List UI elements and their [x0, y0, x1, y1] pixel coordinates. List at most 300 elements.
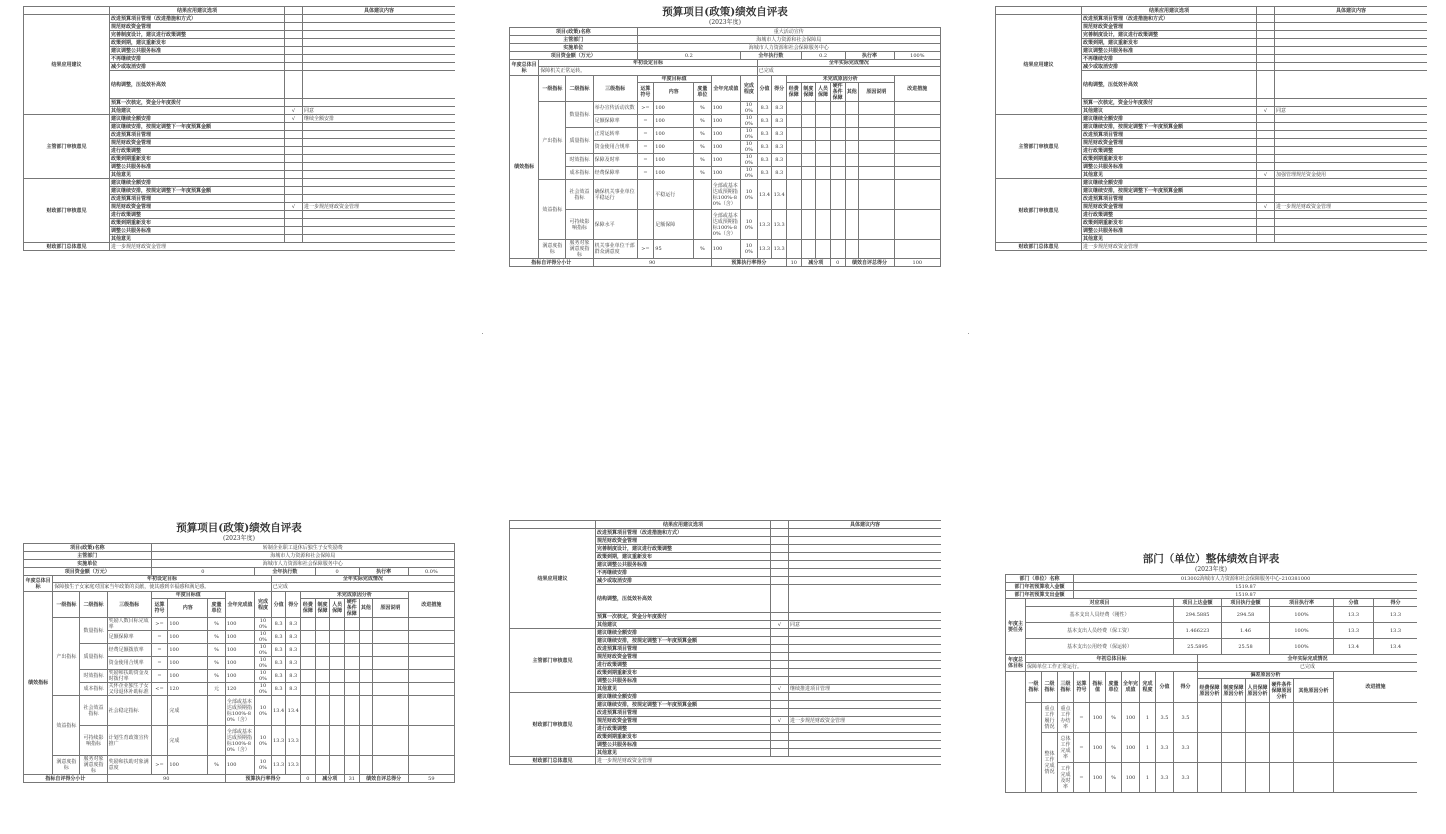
- option-text: 不再继续安排: [110, 55, 285, 63]
- suggestion-content: [1275, 39, 1428, 47]
- h-l1: 一级指标: [1026, 672, 1042, 703]
- perf-degree: 100%: [741, 180, 758, 210]
- option-text: 政策到期重新发布: [596, 733, 771, 741]
- perf-lvl1: 产出指标: [53, 618, 80, 696]
- project-eval-table: [509, 27, 941, 267]
- perf-blank: [894, 240, 940, 259]
- perf-blank: [1270, 733, 1294, 763]
- check-mark: [1257, 131, 1275, 139]
- perf-degree: 100%: [255, 683, 272, 696]
- perf-got: 8.3: [286, 670, 301, 683]
- label-deduction: 减分项: [801, 259, 830, 267]
- check-mark: [285, 147, 303, 155]
- label-fund: 项目资金额（万元）: [510, 52, 638, 60]
- group-label: 财政部门审核意见: [24, 179, 110, 243]
- h-op: 运算符号: [151, 599, 168, 618]
- dept-eval-form-page: [1005, 553, 1417, 793]
- check-mark: [285, 47, 303, 55]
- perf-lvl3: 经费足额拨放率: [107, 644, 151, 657]
- perf-unit: [208, 696, 226, 726]
- perf-blank: [830, 210, 845, 240]
- perf-blank: [787, 115, 802, 128]
- suggestion-content: [789, 669, 942, 677]
- perf-unit: %: [1106, 703, 1122, 733]
- check-mark: [771, 661, 789, 669]
- option-text: 改进预算项目管理（改进措施和方式）: [1082, 15, 1257, 23]
- dept-name: 海城市人力资源和社会保障局: [637, 36, 940, 44]
- perf-unit: [694, 210, 712, 240]
- option-text: 建议继续安排，按规定调整下一年度预算金额: [110, 187, 285, 195]
- label-full-exec: 全年执行数: [255, 568, 316, 576]
- mark-header: [1257, 7, 1275, 15]
- perf-done: 100: [225, 618, 254, 631]
- perf-degree: 100%: [255, 726, 272, 756]
- task-score: 13.3: [1334, 607, 1374, 623]
- task-score: 13.3: [1334, 623, 1374, 639]
- perf-blank: [787, 141, 802, 154]
- perf-lvl2: 社会效益指标: [80, 696, 107, 726]
- form-title: 预算项目(政策)绩效自评表: [662, 6, 788, 18]
- perf-blank: [373, 618, 409, 631]
- suggestion-content: [1275, 115, 1428, 123]
- check-mark: [285, 211, 303, 219]
- perf-lvl3: 保障及时率: [593, 154, 637, 167]
- suggestion-content: [303, 139, 456, 147]
- mark-header: [771, 521, 789, 529]
- suggestion-content: [789, 725, 942, 733]
- perf-l1-blank: [1026, 703, 1042, 793]
- suggestion-content: [1275, 23, 1428, 31]
- perf-blank: [845, 180, 859, 210]
- check-mark: [1257, 23, 1275, 31]
- perf-lvl3: 奖励和扶助资金及时拨付率: [107, 670, 151, 683]
- perf-blank: [830, 154, 845, 167]
- h-lvl2: 二级指标: [566, 76, 593, 102]
- suggestion-content: [1275, 227, 1428, 235]
- perf-score: 8.3: [271, 670, 286, 683]
- option-text: 建议调整公共服务标准: [110, 47, 285, 55]
- option-text: 政策到期重新发布: [1082, 155, 1257, 163]
- perf-blank: [315, 644, 330, 657]
- total-score: 100: [894, 259, 940, 267]
- perf-l3: 工作完成及时率: [1058, 763, 1074, 793]
- label-plan: 年初设定目标: [53, 576, 272, 583]
- check-mark: √: [771, 621, 789, 629]
- perf-degree: 100%: [255, 644, 272, 657]
- check-mark: [285, 63, 303, 71]
- actual-text: 已完成: [1198, 663, 1417, 672]
- perf-blank: [330, 657, 345, 670]
- perf-blank: [344, 657, 359, 670]
- h-degree: 完成程度: [255, 592, 272, 618]
- h-score: 分值: [1334, 599, 1374, 607]
- check-mark: [771, 537, 789, 545]
- suggestion-content: [789, 629, 942, 637]
- h-r1: 经费保障: [301, 599, 316, 618]
- suggestion-content: 同意: [1275, 107, 1428, 115]
- option-text: 改进预算项目管理（改进措施和方式）: [110, 15, 285, 23]
- suggestion-content: [1275, 147, 1428, 155]
- suggestion-content: [1275, 71, 1428, 99]
- check-mark: [1257, 115, 1275, 123]
- deduction: 31: [344, 775, 359, 783]
- option-text: 预算一次核定，资金分年度拨付: [1082, 99, 1257, 107]
- task-got: 13.4: [1374, 639, 1417, 655]
- perf-score: 8.3: [757, 128, 772, 141]
- option-text: 改进预算项目管理: [596, 645, 771, 653]
- suggestion-content: [789, 645, 942, 653]
- plan-text: 保障单位工作正常运行。: [1026, 663, 1198, 672]
- option-text: 规范财政资金管理: [110, 23, 285, 31]
- option-text: 调整公共服务标准: [110, 163, 285, 171]
- perf-unit: %: [694, 128, 712, 141]
- perf-blank: [830, 180, 845, 210]
- check-mark: [285, 23, 303, 31]
- perf-lvl3: 正常运转率: [593, 128, 637, 141]
- perf-done: 120: [225, 683, 254, 696]
- perf-blank: [344, 618, 359, 631]
- perf-blank: [859, 141, 895, 154]
- option-text: 建议继续安排，按规定调整下一年度预算金额: [110, 123, 285, 131]
- h-op: 运算符号: [637, 83, 654, 102]
- h-reason: 偏差原因分析: [1198, 672, 1334, 679]
- option-text: 其他意见: [1082, 171, 1257, 179]
- option-text: 规范财政资金管理: [1082, 203, 1257, 211]
- label-annual-goal: 年度总体目标: [510, 60, 539, 76]
- perf-blank: [373, 670, 409, 683]
- suggestion-content: 继续全额安排: [303, 115, 456, 123]
- perf-blank: [830, 128, 845, 141]
- h-done: 全年完成值: [1122, 672, 1140, 703]
- perf-blank: [816, 102, 831, 115]
- perf-score: 8.3: [271, 618, 286, 631]
- perf-blank: [801, 102, 816, 115]
- option-text: 不再继续安排: [1082, 55, 1257, 63]
- perf-content: 100: [654, 141, 694, 154]
- suggestion-content: [1275, 47, 1428, 55]
- task-exec: 25.58: [1222, 639, 1270, 655]
- check-mark: [285, 235, 303, 243]
- suggestion-content: [789, 741, 942, 749]
- option-text: 建议继续安排，按规定调整下一年度预算金额: [1082, 187, 1257, 195]
- perf-unit: %: [694, 167, 712, 180]
- perf-blank: [1222, 733, 1246, 763]
- suggestion-content: [303, 171, 456, 179]
- perf-blank: [330, 696, 345, 726]
- result-form-page-2: [995, 6, 1427, 251]
- perf-got: 8.3: [772, 128, 787, 141]
- perf-blank: [894, 154, 940, 167]
- h-lvl1: 一级指标: [539, 76, 566, 102]
- check-mark: [771, 553, 789, 561]
- perf-blank: [330, 670, 345, 683]
- perf-blank: [330, 618, 345, 631]
- result-suggestion-table: [995, 6, 1427, 251]
- suggestion-content: [1275, 179, 1428, 187]
- check-mark: [1257, 195, 1275, 203]
- perf-op: =: [637, 167, 654, 180]
- unit-name: 海城市人力资源和社会保障服务中心: [151, 560, 454, 568]
- perf-op: [637, 210, 654, 240]
- h-target: 年度目标值: [151, 592, 225, 599]
- group-label: 主管部门审核意见: [24, 115, 110, 179]
- label-income: 部门年初预算收入金额: [1006, 583, 1074, 591]
- check-mark: [285, 123, 303, 131]
- final-label: 财政部门总体意见: [996, 243, 1082, 251]
- perf-done: 100: [711, 102, 740, 115]
- check-mark: [1257, 147, 1275, 155]
- suggestion-content: 同意: [303, 107, 456, 115]
- check-mark: [771, 637, 789, 645]
- option-text: 减少或取消安排: [110, 63, 285, 71]
- perf-lvl3: 关怀企业独生子女父母退休补助标准: [107, 683, 151, 696]
- suggestion-content: [303, 195, 456, 203]
- option-text: 建议继续全额安排: [110, 115, 285, 123]
- check-mark: [1257, 55, 1275, 63]
- h-r3: 人员保障原因分析: [1246, 679, 1270, 703]
- perf-degree: 100%: [741, 210, 758, 240]
- perf-op: [637, 180, 654, 210]
- perf-lvl3: 经费保障率: [593, 167, 637, 180]
- suggestion-content: [303, 47, 456, 55]
- perf-op: =: [1074, 733, 1090, 763]
- perf-blank: [859, 180, 895, 210]
- perf-lvl2: 成本指标: [80, 683, 107, 696]
- h-got: 得分: [772, 76, 787, 102]
- perf-lvl3: 举办宣传活动次数: [593, 102, 637, 115]
- option-text: 结构调整，压低效补高效: [1082, 71, 1257, 99]
- perf-blank: [408, 683, 454, 696]
- perf-improve-blank: [1334, 703, 1417, 733]
- perf-blank: [373, 726, 409, 756]
- perf-done: 100: [711, 240, 740, 259]
- perf-blank: [408, 644, 454, 657]
- suggestion-content: [789, 733, 942, 741]
- perf-done: 100: [1122, 733, 1140, 763]
- option-text: 建议继续全额安排: [110, 179, 285, 187]
- page-separator-dot: [968, 333, 969, 334]
- perf-blank: [787, 128, 802, 141]
- perf-blank: [301, 696, 316, 726]
- option-text: 政策到期，建议重新发布: [1082, 39, 1257, 47]
- perf-blank: [894, 102, 940, 115]
- option-text: 改进预算项目管理: [1082, 195, 1257, 203]
- option-text: 完善制度设计，建议进行政策调整: [1082, 31, 1257, 39]
- perf-lvl2: 服务对象满意度指标: [80, 756, 107, 775]
- check-mark: [771, 749, 789, 757]
- option-text: 规范财政资金管理: [110, 203, 285, 211]
- perf-blank: [344, 756, 359, 775]
- check-mark: [1257, 47, 1275, 55]
- self-score: 90: [107, 775, 225, 783]
- suggestion-content: [789, 701, 942, 709]
- dept-name: 013002海城市人力资源和社会保障服务中心-210381000: [1074, 575, 1417, 583]
- h-r5: 其他原因分析: [1294, 679, 1334, 703]
- perf-got: 8.3: [286, 618, 301, 631]
- check-mark: [1257, 123, 1275, 131]
- perf-content: 100: [168, 670, 208, 683]
- exec-score: 0: [301, 775, 316, 783]
- perf-blank: [830, 141, 845, 154]
- check-mark: [285, 187, 303, 195]
- suggestion-content: [303, 99, 456, 107]
- label-self-score: 指标自评得分小计: [24, 775, 108, 783]
- h-proj: 对应项目: [1026, 599, 1174, 607]
- suggestion-content: [789, 529, 942, 537]
- perf-got: 13.3: [772, 210, 787, 240]
- h-degree: 完成程度: [741, 76, 758, 102]
- perf-content: 100: [654, 102, 694, 115]
- perf-l2: 重点工作履行情况: [1042, 703, 1058, 733]
- perf-degree: 100%: [255, 657, 272, 670]
- perf-unit: %: [694, 141, 712, 154]
- perf-unit: %: [208, 644, 226, 657]
- check-mark: [771, 741, 789, 749]
- group-label: 主管部门审核意见: [996, 115, 1082, 179]
- perf-unit: [208, 726, 226, 756]
- perf-blank: [816, 141, 831, 154]
- option-text: 进行政策调整: [110, 147, 285, 155]
- perf-got: 3.3: [1174, 733, 1198, 763]
- perf-blank: [859, 102, 895, 115]
- perf-degree: 100%: [741, 167, 758, 180]
- suggestion-content: [303, 55, 456, 63]
- perf-got: 8.3: [772, 115, 787, 128]
- perf-blank: [359, 726, 373, 756]
- perf-lvl2: 成本指标: [566, 167, 593, 180]
- option-text: 进行政策调整: [1082, 147, 1257, 155]
- empty-header-cell: [24, 7, 110, 15]
- perf-val: 100: [1090, 703, 1106, 733]
- check-mark: √: [1257, 203, 1275, 211]
- fund-value: 0: [151, 568, 254, 576]
- perf-op: [151, 696, 168, 726]
- option-text: 政策到期，建议重新发布: [110, 39, 285, 47]
- perf-blank: [859, 128, 895, 141]
- perf-content: 平稳运行: [654, 180, 694, 210]
- option-text: 建议调整公共服务标准: [596, 561, 771, 569]
- option-text: 规范财政资金管理: [110, 139, 285, 147]
- perf-op: >=: [637, 102, 654, 115]
- deduction: 0: [830, 259, 845, 267]
- perf-lvl2: 可持续影响指标: [80, 726, 107, 756]
- perf-unit: %: [694, 115, 712, 128]
- perf-content: 100: [654, 115, 694, 128]
- perf-blank: [1246, 763, 1270, 793]
- label-project-name: 项目(政策)名称: [24, 544, 152, 552]
- h-r5: 其他: [359, 599, 373, 618]
- task-budget: 25.5895: [1174, 639, 1222, 655]
- option-text: 进行政策调整: [596, 661, 771, 669]
- perf-label: 绩效指标: [510, 76, 539, 259]
- perf-lvl3: 确保机关事业单位平稳运行: [593, 180, 637, 210]
- perf-blank: [359, 618, 373, 631]
- perf-lvl2: 服务对象满意度指标: [566, 240, 593, 259]
- perf-content: 100: [168, 618, 208, 631]
- perf-degree: 100%: [255, 631, 272, 644]
- perf-blank: [1246, 733, 1270, 763]
- suggestion-content: [789, 561, 942, 569]
- perf-op: =: [637, 128, 654, 141]
- h-got: 得分: [1174, 672, 1198, 703]
- check-mark: [771, 629, 789, 637]
- option-text: 其他意见: [596, 685, 771, 693]
- h-score: 分值: [271, 592, 286, 618]
- suggestion-content: [1275, 163, 1428, 171]
- perf-op: >=: [637, 240, 654, 259]
- option-text: 进行政策调整: [1082, 211, 1257, 219]
- perf-blank: [330, 726, 345, 756]
- suggestion-content: 进一步规范财政资金管理: [789, 717, 942, 725]
- suggestion-content: [789, 613, 942, 621]
- perf-score: 13.3: [271, 756, 286, 775]
- perf-lvl2: 质量指标: [566, 128, 593, 154]
- label-total-score: 绩效自评总得分: [359, 775, 408, 783]
- option-text: 其他意见: [1082, 235, 1257, 243]
- h-score: 分值: [1156, 672, 1174, 703]
- perf-blank: [301, 683, 316, 696]
- check-mark: [1257, 163, 1275, 171]
- option-text: 建议继续全额安排: [1082, 179, 1257, 187]
- label-actual: 全年实际完成情况: [757, 60, 940, 67]
- option-text: 规范财政资金管理: [1082, 139, 1257, 147]
- task-exec: 1.46: [1222, 623, 1270, 639]
- plan-text: 保障独生子女家庭对国家当年政策的贡献，使其感到幸福感和满足感。: [53, 583, 272, 592]
- label-project-name: 项目(政策)名称: [510, 28, 638, 36]
- perf-blank: [894, 210, 940, 240]
- perf-blank: [301, 618, 316, 631]
- label-exec-rate: 执行率: [845, 52, 894, 60]
- check-mark: [771, 561, 789, 569]
- option-text: 政策到期重新发布: [1082, 219, 1257, 227]
- dept-form-title: 部门（单位）整体绩效自评表: [1142, 553, 1280, 565]
- suggestion-content: [789, 553, 942, 561]
- suggestion-content: [1275, 195, 1428, 203]
- option-text: 政策到期重新发布: [596, 669, 771, 677]
- option-text: 调整公共服务标准: [1082, 163, 1257, 171]
- perf-degree: 100%: [255, 696, 272, 726]
- perf-op: =: [151, 644, 168, 657]
- unit-name: 海城市人力资源和社会保障服务中心: [637, 44, 940, 52]
- perf-content: 100: [168, 644, 208, 657]
- perf-blank: [1246, 703, 1270, 733]
- perf-blank: [315, 618, 330, 631]
- form-title: 预算项目(政策)绩效自评表: [176, 522, 302, 534]
- perf-blank: [373, 657, 409, 670]
- label-actual: 全年实际完成情况: [271, 576, 454, 583]
- mark-header: [285, 7, 303, 15]
- perf-unit: %: [208, 670, 226, 683]
- perf-blank: [1294, 763, 1334, 793]
- check-mark: [771, 701, 789, 709]
- option-text: 完善制度设计，建议进行政策调整: [110, 31, 285, 39]
- h-content: 内容: [168, 599, 208, 618]
- option-text: 建议继续安排，按规定调整下一年度预算金额: [596, 701, 771, 709]
- check-mark: [285, 71, 303, 99]
- perf-got: 8.3: [286, 657, 301, 670]
- perf-score: 13.3: [757, 210, 772, 240]
- plan-text: 保障机关正常运转。: [539, 67, 757, 76]
- perf-got: 3.3: [1174, 763, 1198, 793]
- check-mark: √: [285, 115, 303, 123]
- perf-blank: [1222, 703, 1246, 733]
- perf-blank: [315, 657, 330, 670]
- perf-done: 100: [1122, 763, 1140, 793]
- perf-blank: [830, 240, 845, 259]
- h-op: 运算符号: [1074, 672, 1090, 703]
- option-text: 调整公共服务标准: [110, 227, 285, 235]
- perf-lvl1: 效益指标: [539, 180, 566, 240]
